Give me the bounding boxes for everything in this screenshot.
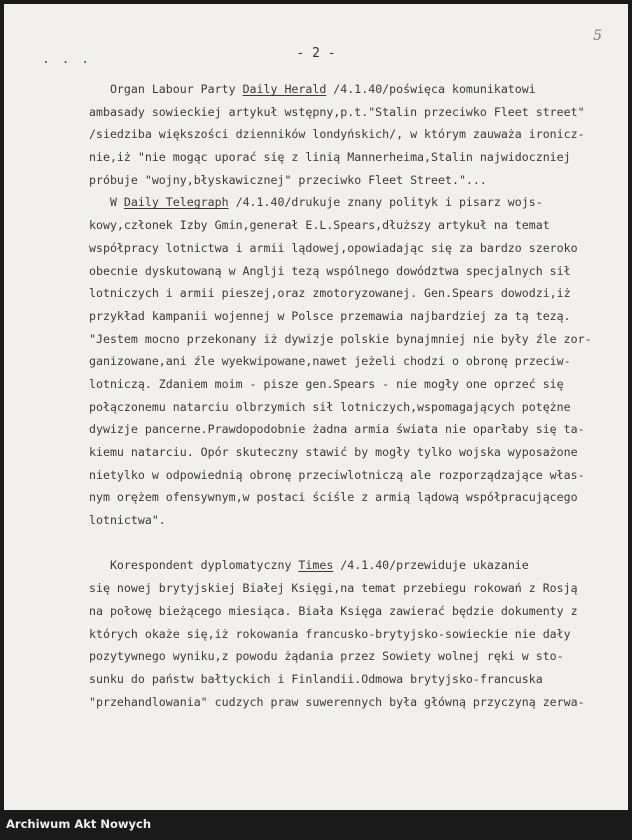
text-run: /4.1.40/drukuje znany polityk i pisarz wojs- [228, 195, 543, 210]
text-line [89, 486, 609, 509]
text-run: lotnictwa". [89, 513, 166, 528]
text-line [89, 396, 609, 419]
text-line [89, 237, 609, 260]
document-page [4, 4, 628, 810]
text-run: /4.1.40/przewiduje ukazanie [333, 558, 529, 573]
text-run: "Jestem mocno przekonany iż dywizje polskie bynajmniej nie były źle zor- [89, 331, 592, 346]
text-line [89, 554, 609, 577]
text-line [89, 214, 609, 237]
text-line [89, 123, 609, 146]
text-run: kiemu natarciu. Opór skuteczny stawić by mogły tylko wojska wyposażone [89, 445, 578, 459]
text-line [89, 305, 609, 328]
text-run: na połowę bieżącego miesiąca. Biała Księga zawierać będzie dokumenty z [89, 603, 578, 618]
text-line [89, 464, 609, 487]
text-run: lotniczą. Zdaniem moim - pisze gen.Spears - nie mogły one oprzeć się [89, 376, 564, 391]
text-line [89, 600, 609, 623]
page-number: - 2 - [296, 46, 336, 61]
text-run: pozytywnego wyniku,z powodu żądania przez Sowiety wolnej ręki w sto- [89, 649, 564, 664]
text-run: sunku do państw bałtyckich i Finlandii.Odmowa brytyjsko-francuska [89, 671, 543, 686]
text-run: /siedziba większości dzienników londyńskich/, w którym zauważa ironicz- [89, 127, 585, 142]
text-run: których okaże się,iż rokowania francusko-brytyjsko-sowieckie nie dały [89, 626, 571, 641]
text-run: obecnie dyskutowaną w Anglji tezą wspólnego dowództwa specjalnych sił [89, 263, 571, 278]
text-line [89, 169, 609, 192]
text-line [89, 78, 609, 101]
text-run: Organ Labour Party [89, 82, 243, 96]
text-run: W [89, 195, 124, 210]
text-line [89, 623, 609, 646]
archive-label: Archiwum Akt Nowych [6, 817, 152, 831]
text-line [89, 373, 609, 396]
text-line [89, 101, 609, 124]
text-run: /4.1.40/poświęca komunikatowi [326, 82, 536, 96]
document-body [89, 78, 609, 713]
text-run: dywizje pancerne.Prawdopodobnie żadna armia świata nie oparłaby się ta- [89, 422, 585, 437]
text-run: współpracy lotnictwa i armii lądowej,opowiadając się za bardzo szeroko [89, 240, 578, 255]
underlined-title: Times [298, 558, 334, 573]
text-line [89, 532, 609, 555]
text-line [89, 282, 609, 305]
text-line [89, 328, 609, 351]
text-line [89, 191, 609, 214]
text-line [89, 350, 609, 373]
text-run: ambasady sowieckiej artykuł wstępny,p.t."Stalin przeciwko Fleet street" [89, 104, 585, 119]
text-run: "przehandlowania" cudzych praw suwerennych była główną przyczyną zerwa- [89, 694, 585, 709]
text-run: kowy,członek Izby Gmin,generał E.L.Spears,dłuższy artykuł na temat [89, 218, 550, 233]
footer-bar [0, 810, 632, 840]
text-run: nie,iż "nie mogąc uporać się z linią Mannerheima,Stalin najwidoczniej [89, 150, 571, 165]
text-line [89, 691, 609, 714]
text-line [89, 146, 609, 169]
text-run: się nowej brytyjskiej Białej Księgi,na temat przebiegu rokowań z Rosją [89, 581, 578, 596]
folio-number: 5 [593, 28, 602, 44]
underlined-title: Daily Herald [242, 82, 327, 96]
text-run: lotniczych i armii pieszej,oraz zmotoryzowanej. Gen.Spears dowodzi,iż [89, 286, 571, 301]
corner-mark: . . . [42, 52, 92, 67]
text-run: nietylko w odpowiednią obronę przeciwlotniczą ale rozporządzające włas- [89, 467, 585, 482]
text-line [89, 418, 609, 441]
text-run: nym orężem ofensywnym,w postaci ściśle z armią lądową współpracującego [89, 490, 578, 505]
text-run: przykład kampanii wojennej w Polsce przemawia najbardziej za tą tezą. [89, 308, 571, 323]
text-run: połączonemu natarciu olbrzymich sił lotniczych,wspomagających potężne [89, 399, 571, 414]
text-run: próbuje "wojny,błyskawicznej" przeciwko Fleet Street."... [89, 172, 487, 187]
text-line [89, 509, 609, 532]
text-run: ganizowane,ani źle wyekwipowane,nawet jeżeli chodzi o obronę przeciw- [89, 354, 571, 369]
text-run: Korespondent dyplomatyczny [89, 558, 299, 573]
text-line [89, 668, 609, 691]
text-line [89, 441, 609, 464]
text-line [89, 645, 609, 668]
underlined-title: Daily Telegraph [123, 195, 229, 210]
text-line [89, 577, 609, 600]
text-line [89, 260, 609, 283]
